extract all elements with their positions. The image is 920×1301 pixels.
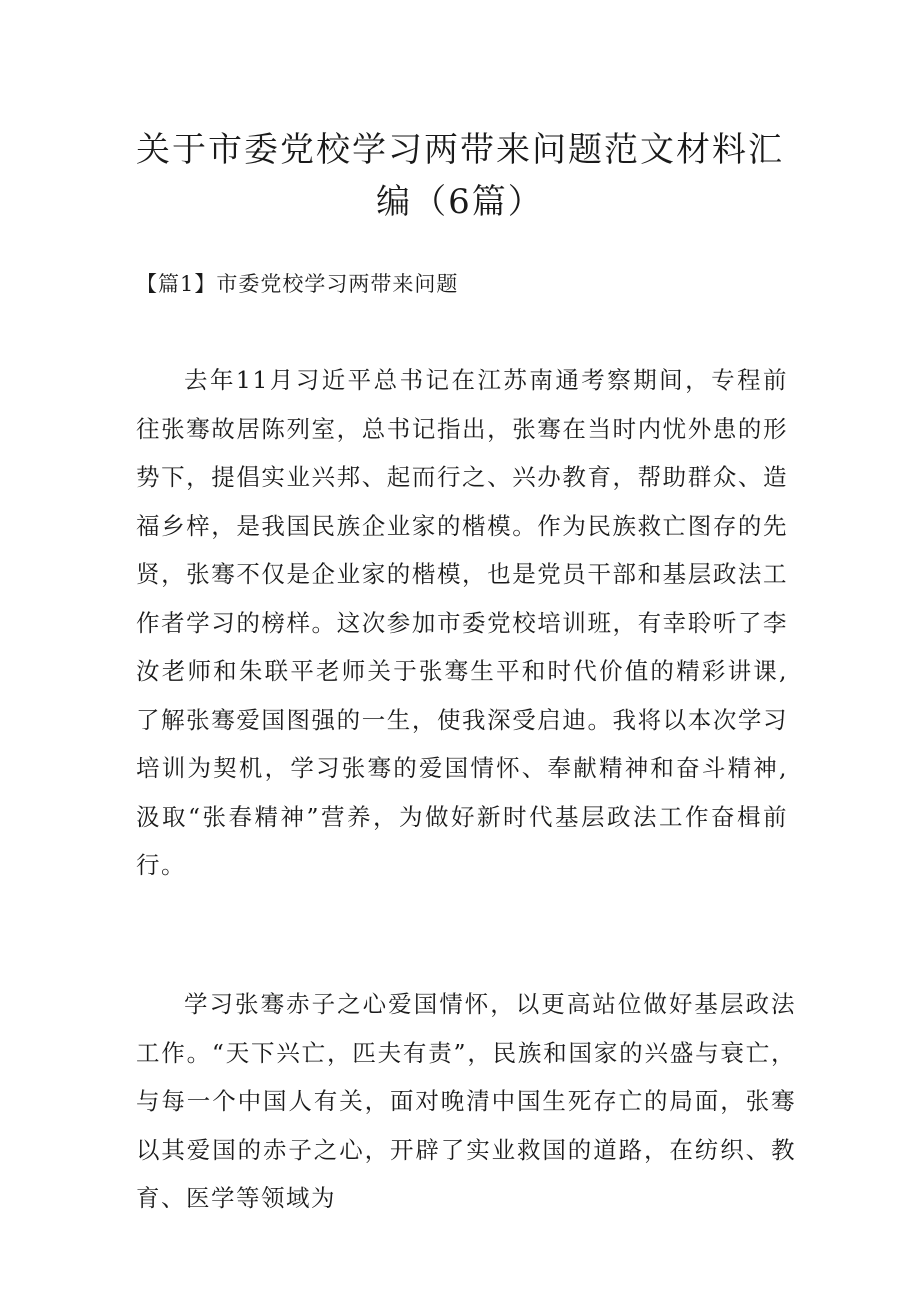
document-title: 关于市委党校学习两带来问题范文材料汇编（6篇） [136,130,784,222]
section-heading: 【篇1】市委党校学习两带来问题 [136,272,459,296]
body-paragraph-1: 去年11月习近平总书记在江苏南通考察期间，专程前往张骞故居陈列室，总书记指出，张骞在当时内忧外患的形势下，提倡实业兴邦、起而行之、兴办教育，帮助群众、造福乡梓，是我国民族企业家的楷模。作为民族救亡图存的先贤，张骞不仅是企业家的楷模，也是党员干部和基层政法工作者学习的榜样。这次参加市委党校培训班，有幸聆听了李汝老师和朱联平老师关于张骞生平和时代价值的精彩讲课,了解张骞爱国图强的一生，使我深受启迪。我将以本次学习培训为契机，学习张骞的爱国情怀、奉献精神和奋斗精神,汲取“张春精神”营养，为做好新时代基层政法工作奋楫前行。 [136,366,788,879]
body-paragraph-2: 学习张骞赤子之心爱国情怀，以更高站位做好基层政法工作。“天下兴亡，匹夫有责”，民族和国家的兴盛与衰亡，与每一个中国人有关，面对晚清中国生死存亡的局面，张骞以其爱国的赤子之心，开辟了实业救国的道路，在纺织、教育、医学等领域为 [136,990,796,1212]
